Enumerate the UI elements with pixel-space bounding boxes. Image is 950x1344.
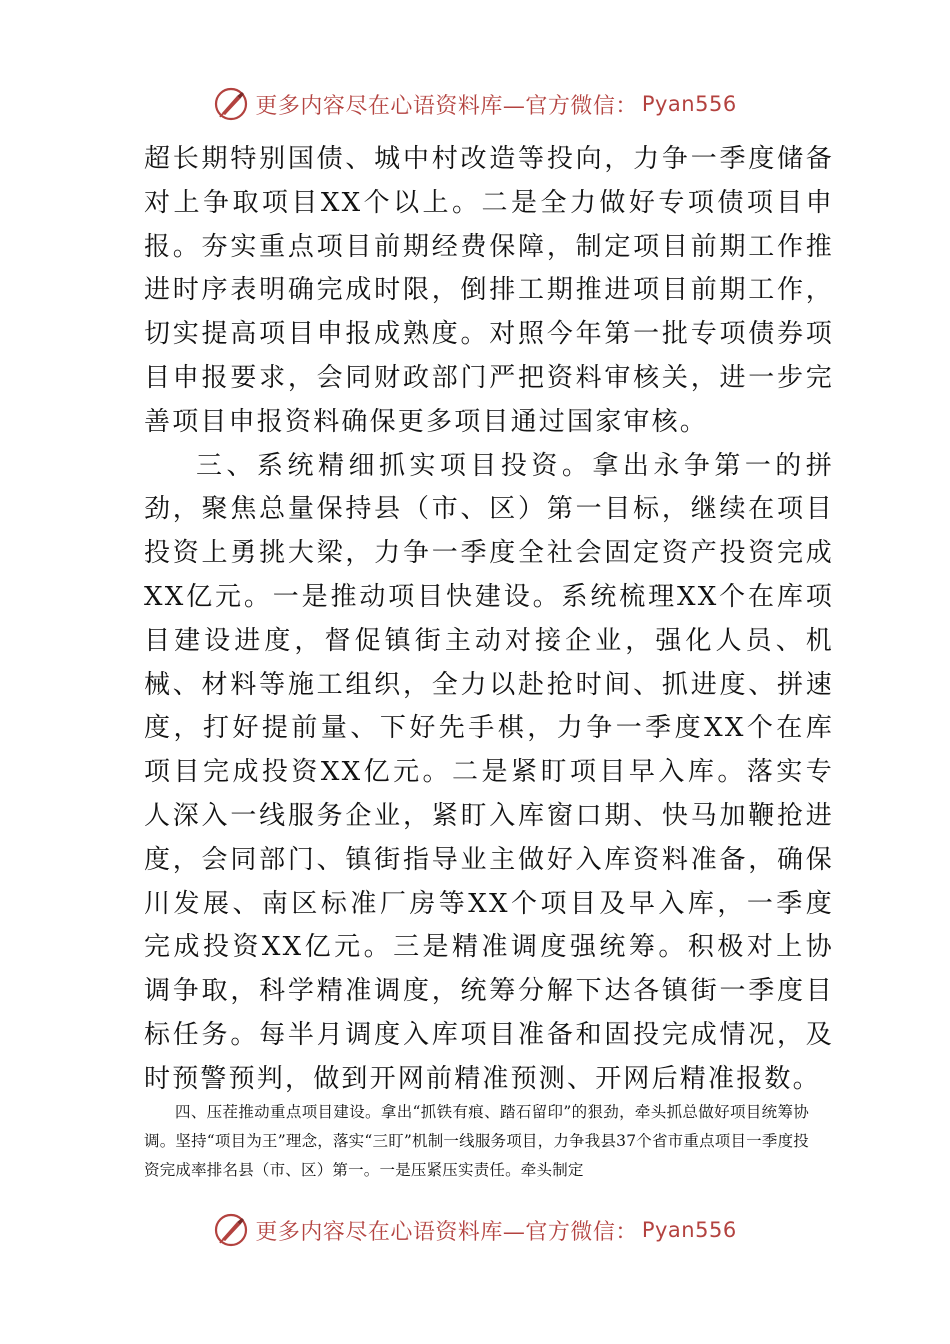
watermark-text: 更多内容尽在心语资料库—官方微信：	[255, 93, 638, 119]
paragraph-continued: 超长期特别国债、城中村改造等投向，力争一季度储备对上争取项目XX个以上。二是全力做好专项债项目申报。夯实重点项目前期经费保障，制定项目前期工作推进时序表明确完成时限，倒排工期推进项目前期工作，切实提高项目申报成熟度。对照今年第一批专项债券项目申报要求，会同财政部门严把资料审核关，进一步完善项目申报资料确保更多项目通过国家审核。	[144, 144, 834, 437]
paragraph-section-four: 四、压茬推动重点项目建设。拿出“抓铁有痕、踏石留印”的狠劲，牵头抓总做好项目统筹协调。坚持“项目为王”理念，落实“三盯”机制一线服务项目，力争我县37个省市重点项目一季度投资完成率排名县（市、区）第一。一是压紧压实责任。牵头制定	[144, 1103, 809, 1179]
watermark-wechat-id: Pyan556	[641, 92, 737, 116]
main-body-large	[144, 138, 834, 1102]
paragraph-section-three: 三、系统精细抓实项目投资。拿出永争第一的拼劲，聚焦总量保持县（市、区）第一目标，继续在项目投资上勇挑大梁，力争一季度全社会固定资产投资完成XX亿元。一是推动项目快建设。系统梳理XX个在库项目建设进度，督促镇街主动对接企业，强化人员、机械、材料等施工组织，全力以赴抢时间、抓进度、拼速度，打好提前量、下好先手棋，力争一季度XX个在库项目完成投资XX亿元。二是紧盯项目早入库。落实专人深入一线服务企业，紧盯入库窗口期、快马加鞭抢进度，会同部门、镇街指导业主做好入库资料准备，确保川发展、南区标准厂房等XX个项目及早入库，一季度完成投资XX亿元。三是精准调度强统筹。积极对上协调争取，科学精准调度，统筹分解下达各镇街一季度目标任务。每半月调度入库项目准备和固投完成情况，及时预警预判，做到开网前精准预测、开网后精准报数。	[144, 450, 834, 1094]
watermark-wechat-id: Pyan556	[641, 1218, 737, 1242]
pen-logo-icon	[213, 86, 249, 122]
main-body-small	[144, 1098, 809, 1185]
watermark-text: 更多内容尽在心语资料库—官方微信：	[255, 1219, 638, 1245]
footer-watermark	[0, 1210, 950, 1250]
pen-logo-icon	[213, 1212, 249, 1248]
header-watermark	[0, 84, 950, 124]
